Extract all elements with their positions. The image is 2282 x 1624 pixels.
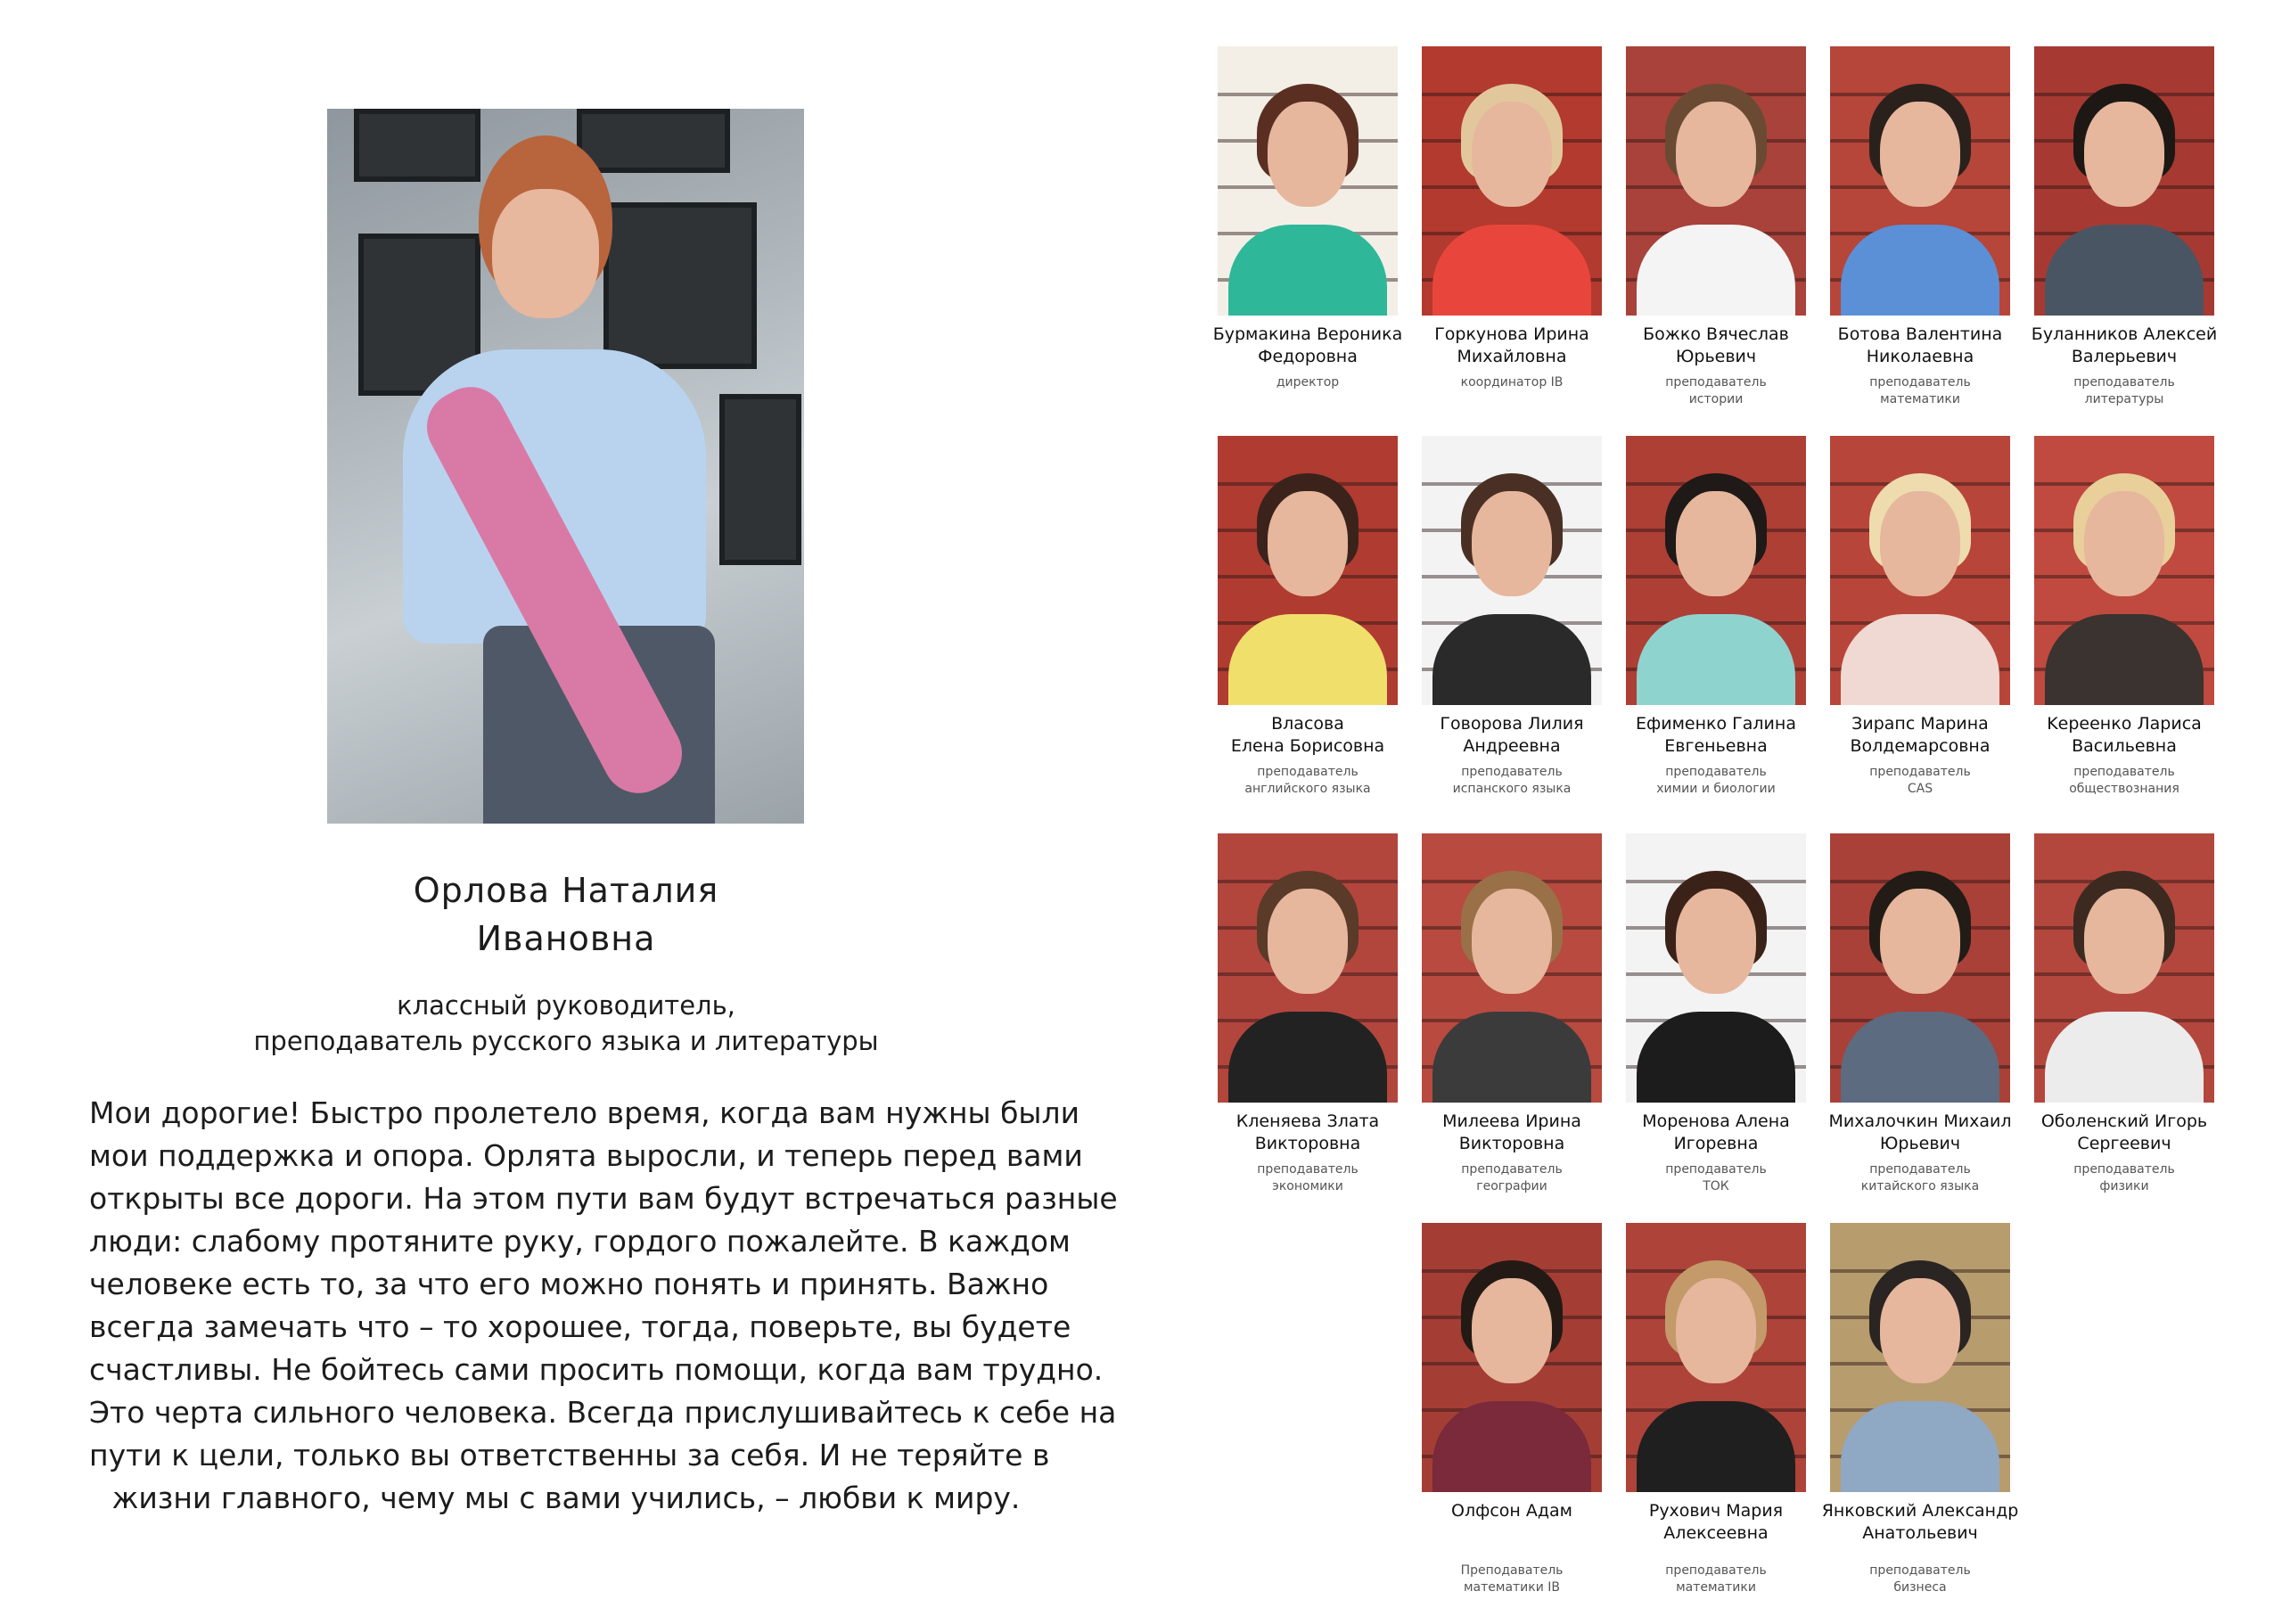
letter-line: всегда замечать что – то хорошее, тогда, поверьте, вы будете [89,1309,1071,1344]
staff-name-line: Kереенко Лариса [2047,714,2202,734]
staff-name-line: Михалочкин Михаил [1828,1111,2012,1131]
staff-role [1413,374,1611,391]
main-teacher-name [267,866,865,963]
staff-role [1413,1562,1611,1596]
staff-role-line: истории [1688,392,1744,406]
staff-name-line: Евгеньевна [1664,736,1768,756]
letter-line: человеке есть то, за что его можно понять и принять. Важно [89,1267,1049,1301]
staff-photo [1218,436,1398,705]
staff-name-line: Волдемарсовна [1850,736,1991,756]
staff-card [1209,833,1407,1195]
staff-name-line: Игоревна [1673,1134,1759,1153]
staff-photo [1422,833,1602,1103]
staff-photo [1830,1223,2010,1492]
staff-name-line: Говорова Лилия [1440,714,1584,734]
staff-role-line: преподаватель [1665,765,1767,779]
staff-card [1617,1223,1815,1596]
staff-name-line: Николаевна [1866,347,1974,366]
staff-role-line: физики [2099,1179,2149,1193]
letter-line: пути к цели, только вы ответственны за себя. И не теряйте в [89,1438,1050,1472]
letter-line: Мои дорогие! Быстро пролетело время, когда вам нужны были [89,1095,1080,1130]
staff-name-line: Ефименко Галина [1636,714,1796,734]
staff-card [1617,436,1815,798]
staff-name-line: Янковский Александр [1821,1501,2019,1521]
staff-name [1617,1111,1815,1155]
staff-role-line: преподаватель [1665,1563,1767,1578]
main-teacher-role [214,988,918,1059]
staff-role-line: преподаватель [1869,765,1971,779]
staff-name [1413,1111,1611,1155]
staff-role [2025,374,2223,408]
staff-card [2025,833,2223,1195]
staff-role [1209,1161,1407,1195]
staff-role [1617,1562,1815,1596]
staff-card [1617,46,1815,408]
staff-name-line: Викторовна [1458,1134,1565,1153]
staff-name [2025,324,2223,368]
staff-role-line: преподаватель [1665,375,1767,390]
staff-role [1617,374,1815,408]
staff-role [2025,1161,2223,1195]
staff-name-line: Юрьевич [1675,347,1757,366]
staff-name-line: Васильевна [2072,736,2177,756]
staff-role-line: обществознания [2069,782,2179,796]
staff-name-line: Оболенский Игорь [2040,1111,2208,1131]
staff-role-line: ТОК [1703,1179,1729,1193]
letter-line: открыты все дороги. На этом пути вам будут встречаться разные [89,1181,1118,1216]
staff-name-line: Милеева Ирина [1442,1111,1581,1131]
staff-role-line: преподаватель [1869,1563,1971,1578]
staff-role-line: преподаватель [2073,765,2175,779]
staff-role [1617,764,1815,798]
staff-role-line: преподаватель [1665,1162,1767,1177]
staff-name [1209,713,1407,758]
staff-card [1821,833,2019,1195]
staff-photo [1422,436,1602,705]
staff-role-line: преподаватель [1869,1162,1971,1177]
staff-role-line: координатор IB [1460,375,1564,390]
staff-card [1209,436,1407,798]
staff-photo [2034,46,2214,316]
staff-role-line: преподаватель [1257,1162,1359,1177]
staff-card [1821,1223,2019,1596]
staff-card [1413,436,1611,798]
staff-role [1413,764,1611,798]
staff-name-line: Юрьевич [1879,1134,1961,1153]
staff-role [1209,374,1407,391]
staff-name [1617,324,1815,368]
staff-role-line: преподаватель [1257,765,1359,779]
letter-line: жизни главного, чему мы с вами учились, – любви к миру. [111,1480,1021,1515]
staff-card [1821,46,2019,408]
staff-photo [1830,833,2010,1103]
staff-role-line: директор [1276,375,1340,390]
staff-name-line: Зирапс Марина [1851,714,1989,734]
main-role-line: классный руководитель, [397,990,735,1021]
staff-name [2025,713,2223,758]
staff-photo [1218,833,1398,1103]
staff-role-line: математики [1676,1580,1756,1595]
staff-photo [1422,1223,1602,1492]
staff-role-line: географии [1476,1179,1547,1193]
staff-name [1821,1111,2019,1155]
staff-role-line: английского языка [1244,782,1371,796]
letter-line: счастливы. Не бойтесь сами просить помощи, когда вам трудно. [89,1352,1104,1387]
staff-name [1617,1500,1815,1545]
staff-name-line: Сергеевич [2077,1134,2171,1153]
staff-role-line: математики IB [1463,1580,1561,1595]
staff-name [1821,1500,2019,1545]
staff-name [2025,1111,2223,1155]
staff-name [1821,713,2019,758]
staff-name-line: Анатольевич [1862,1523,1978,1543]
staff-photo [1218,46,1398,316]
staff-role-line: китайского языка [1860,1179,1980,1193]
staff-role-line: преподаватель [1869,375,1971,390]
staff-role [1821,764,2019,798]
staff-photo [2034,436,2214,705]
main-portrait-photo [327,109,804,824]
staff-role [1413,1161,1611,1195]
staff-card [1413,1223,1611,1596]
staff-role-line: CAS [1907,782,1933,796]
staff-card [2025,46,2223,408]
staff-role-line: математики [1880,392,1960,406]
staff-name-line: Алексеевна [1663,1523,1769,1543]
staff-role-line: бизнеса [1893,1580,1947,1595]
staff-role-line: преподаватель [2073,375,2175,390]
staff-role-line: преподаватель [1461,765,1563,779]
staff-role [1821,1161,2019,1195]
farewell-letter [89,1092,1118,1520]
staff-name [1413,713,1611,758]
staff-name-line: Буланников Алексей [2031,324,2218,344]
staff-name-line: Горкунова Ирина [1434,324,1589,344]
staff-card [1413,833,1611,1195]
staff-name-line: Божко Вячеслав [1643,324,1789,344]
staff-name [1209,1111,1407,1155]
staff-photo [1422,46,1602,316]
staff-name-line: Бурмакина Вероника [1212,324,1403,344]
staff-card [1209,46,1407,391]
staff-name-line: Федоровна [1258,347,1358,366]
staff-photo [1626,833,1806,1103]
staff-card [1617,833,1815,1195]
staff-role-line: испанского языка [1452,782,1572,796]
staff-role-line: литературы [2084,392,2164,406]
staff-role-line: Преподаватель [1460,1563,1564,1578]
staff-name-line: Викторовна [1254,1134,1361,1153]
staff-name-line: Власова [1271,714,1344,734]
main-name-line: Орлова Наталия [413,871,719,910]
staff-name-line: Михайловна [1457,347,1567,366]
staff-photo [2034,833,2214,1103]
staff-card [1821,436,2019,798]
staff-role [1821,374,2019,408]
staff-name [1209,324,1407,368]
staff-role-line: преподаватель [2073,1162,2175,1177]
staff-photo [1626,436,1806,705]
staff-photo [1626,46,1806,316]
staff-role [1209,764,1407,798]
staff-name-line: Валерьевич [2071,347,2178,366]
staff-role-line: химии и биологии [1656,782,1776,796]
staff-card [2025,436,2223,798]
staff-name-line: Елена Борисовна [1230,736,1385,756]
letter-line: мои поддержка и опора. Орлята выросли, и теперь перед вами [89,1138,1083,1173]
staff-name-line: Рухович Мария [1648,1501,1784,1521]
staff-name [1413,1500,1611,1545]
staff-name-line: Моренова Алена [1642,1111,1790,1131]
staff-card [1413,46,1611,391]
staff-name-line: Кленяева Злата [1235,1111,1380,1131]
staff-name [1821,324,2019,368]
staff-name-line: Олфсон Адам [1451,1501,1572,1521]
letter-line: люди: слабому протяните руку, гордого пожалейте. В каждом [89,1224,1071,1259]
staff-name [1617,713,1815,758]
staff-role [2025,764,2223,798]
staff-role-line: преподаватель [1461,1162,1563,1177]
staff-photo [1830,46,2010,316]
staff-name-line: Андреевна [1463,736,1561,756]
main-name-line: Ивановна [476,919,656,958]
staff-role [1821,1562,2019,1596]
main-role-line: преподаватель русского языка и литературы [253,1026,879,1056]
staff-role [1617,1161,1815,1195]
staff-photo [1830,436,2010,705]
staff-name [1413,324,1611,368]
staff-role-line: экономики [1272,1179,1343,1193]
letter-line: Это черта сильного человека. Всегда прислушивайтесь к себе на [89,1395,1117,1430]
staff-photo [1626,1223,1806,1492]
staff-name-line: Ботова Валентина [1837,324,2003,344]
